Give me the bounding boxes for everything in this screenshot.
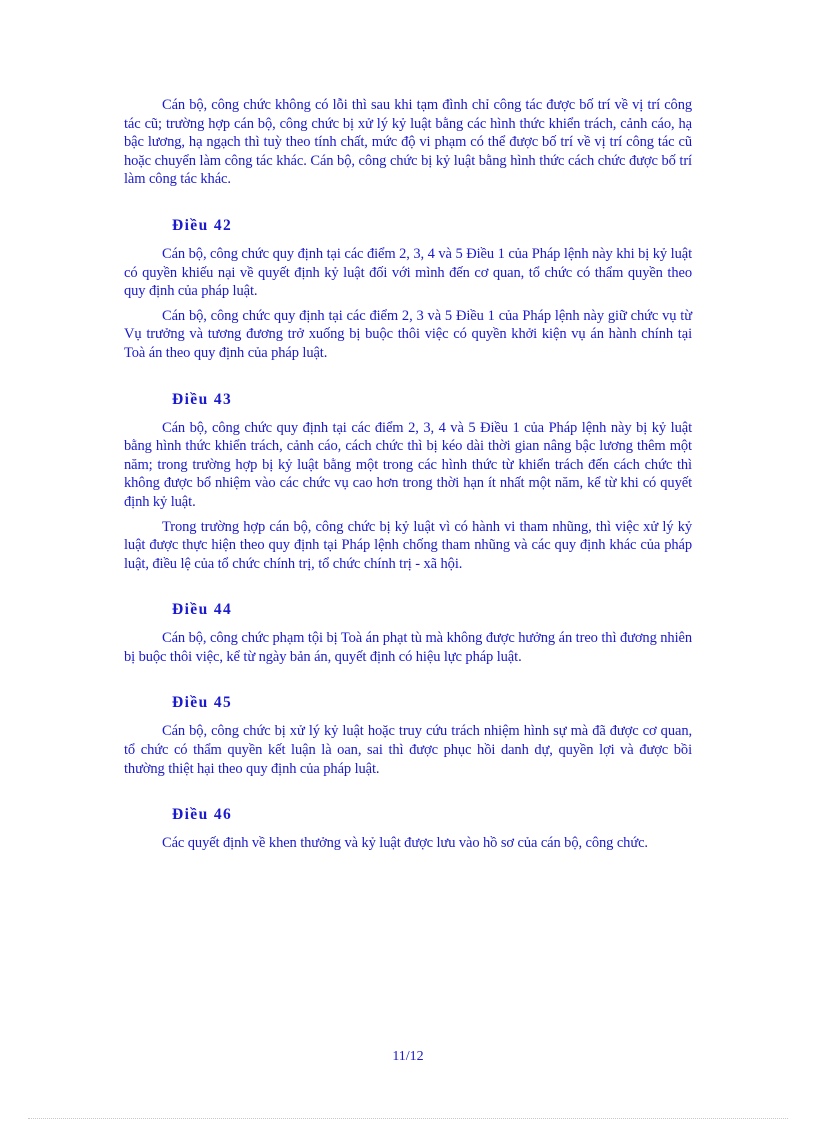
article-46: [124, 806, 692, 853]
article-44-title: Điều 44: [172, 601, 233, 619]
article-46-title: Điều 46: [172, 806, 233, 824]
document-page: [124, 96, 692, 859]
article-43-paragraph-1: Cán bộ, công chức quy định tại các điểm 2, 3, 4 và 5 Điều 1 của Pháp lệnh này bị kỷ luật bằng hình thức khiển trách, cảnh cáo, cách chức thì bị kéo dài thời gian nâng bậc lương thêm một năm; trong trường hợp bị kỷ luật bằng một trong các hình thức từ khiển trách đến cách chức thì không được bổ nhiệm vào các chức vụ cao hơn trong thời hạn ít nhất một năm, kể từ khi có quyết định kỷ luật.: [124, 419, 692, 510]
article-45: [124, 694, 692, 778]
article-42: [124, 217, 692, 363]
article-46-paragraph-1: Các quyết định về khen thưởng và kỷ luật được lưu vào hồ sơ của cán bộ, công chức.: [162, 835, 648, 852]
article-43-paragraph-2: Trong trường hợp cán bộ, công chức bị kỷ luật vì có hành vi tham nhũng, thì việc xử lý kỷ luật được thực hiện theo quy định tại Pháp lệnh chống tham nhũng và các quy định khác của pháp luật, điều lệ của tổ chức chính trị, tổ chức chính trị - xã hội.: [124, 518, 692, 572]
article-45-paragraph-1: Cán bộ, công chức bị xử lý kỷ luật hoặc truy cứu trách nhiệm hình sự mà đã được cơ quan, tổ chức có thẩm quyền kết luận là oan, sai thì được phục hồi danh dự, quyền lợi và được bồi thường thiệt hại theo quy định của pháp luật.: [124, 723, 692, 777]
page-bottom-divider: [28, 1118, 788, 1119]
article-42-paragraph-1: Cán bộ, công chức quy định tại các điểm 2, 3, 4 và 5 Điều 1 của Pháp lệnh này khi bị kỷ luật có quyền khiếu nại về quyết định kỷ luật đối với mình đến cơ quan, tổ chức có thẩm quyền theo quy định của pháp luật.: [124, 245, 692, 300]
article-42-title: Điều 42: [172, 216, 233, 234]
article-43: [124, 391, 692, 574]
article-45-title: Điều 45: [172, 694, 233, 712]
intro-section: [124, 96, 692, 189]
article-44: [124, 601, 692, 666]
article-43-title: Điều 43: [172, 390, 233, 408]
intro-paragraph: Cán bộ, công chức không có lỗi thì sau khi tạm đình chỉ công tác được bố trí về vị trí công tác cũ; trường hợp cán bộ, công chức bị xử lý kỷ luật bằng các hình thức khiển trách, cảnh cáo, hạ bậc lương, hạ ngạch thì tuỳ theo tính chất, mức độ vi phạm có thể được bố trí về vị trí công tác cũ hoặc chuyển làm công tác khác. Cán bộ, công chức bị kỷ luật bằng hình thức cách chức được bố trí làm công tác khác.: [124, 97, 692, 188]
article-44-paragraph-1: Cán bộ, công chức phạm tội bị Toà án phạt tù mà không được hưởng án treo thì đương nhiên bị buộc thôi việc, kể từ ngày bản án, quyết định có hiệu lực pháp luật.: [124, 630, 692, 665]
article-42-paragraph-2: Cán bộ, công chức quy định tại các điểm 2, 3 và 5 Điều 1 của Pháp lệnh này giữ chức vụ từ Vụ trưởng và tương đương trở xuống bị buộc thôi việc có quyền khởi kiện vụ án hành chính tại Toà án theo quy định của pháp luật.: [124, 307, 692, 361]
page-number: 11/12: [392, 1049, 424, 1064]
